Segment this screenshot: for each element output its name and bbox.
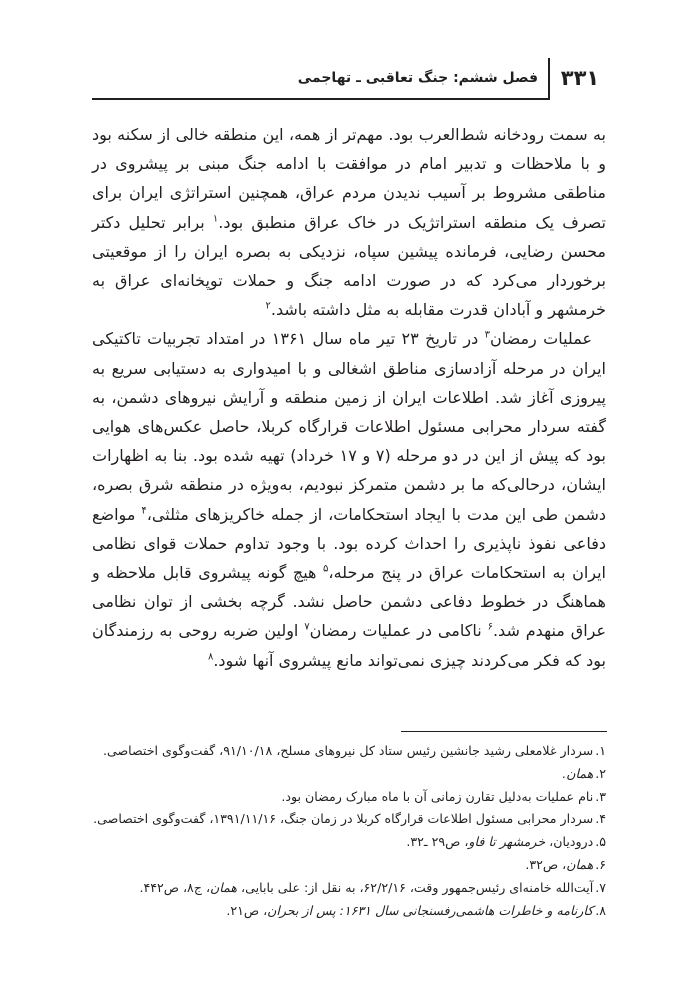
running-title: فصل ششم: جنگ تعاقبی ـ تهاجمی	[297, 70, 538, 86]
footnote-ref: ۴	[141, 505, 147, 517]
footnote	[92, 831, 606, 854]
paragraph-text: عملیات رمضان	[489, 329, 592, 349]
footnote-ref: ۲	[265, 300, 271, 312]
footnote-source-title: خرمشهر تا فاو	[468, 834, 546, 850]
footnote-number: ۱.	[595, 743, 606, 758]
footnote-source-title: همان	[566, 856, 594, 872]
footnote-ref: ۵	[323, 563, 329, 575]
footnote-source-title: همان	[210, 879, 238, 895]
footnote	[92, 740, 606, 763]
page-header	[92, 58, 606, 100]
body-text	[92, 120, 606, 675]
footnote-number: ۵.	[595, 834, 606, 850]
footnote-ref: ۸	[207, 651, 214, 663]
footnote-ref: ۶	[487, 622, 493, 634]
paragraph-text: به سمت رودخانه شط‌العرب بود. مهم‌تر از همه، این منطقه خالی از سکنه بود و با ملاحظات و تدبیر امام در موافقت با ادامه جنگ مبنی بر پیشروی در مناطقی مشروط بر آسیب ندیدن مردم عراق، همچنین استراتژی ایران برای تصرف یک منطقه استراتژیک در خاک عراق منطبق بود.	[92, 125, 607, 232]
footnote-number: ۳.	[595, 788, 606, 804]
footnote	[92, 786, 606, 809]
paragraph-text: ناکامی در عملیات رمضان	[309, 621, 488, 641]
footnote-text: ، ص۲۱.	[226, 902, 268, 918]
paragraph-text: برابر تحلیل دکتر محسن رضایی، فرمانده پیشین سپاه، نزدیکی به بصره ایران را از موقعیتی برخوردار می‌کرد که در صورت ادامه جنگ و حملات توپخانه‌ای عراق به خرمشهر و آبادان قدرت مقابله به مثل داشته باشد.	[92, 212, 606, 320]
footnote-text: آیت‌الله خامنه‌ای رئیس‌جمهور وقت، ۶۲/۲/۱۶، به نقل از: علی بابایی،	[237, 879, 594, 895]
footnote-number: ۴.	[595, 811, 606, 827]
paragraph-text: در تاریخ ۲۳ تیر ماه سال ۱۳۶۱ در امتداد تجربیات تاکتیکی ایران در مرحله آزادسازی مناطق اشغالی و با امیدواری به دستیابی سریع به پیروزی آغاز شد. اطلاعات ایران از زمین منطقه و آرایش نیروهای دشمن، به گفته سردار محرابی مسئول اطلاعات قرارگاه کربلا، حاصل عکس‌های هوایی بود که پیش از این در دو مرحله (۷ و ۱۷ خرداد) تهیه شده بود. بنا به اظهارات ایشان، درحالی‌که ما بر دشمن متمرکز نبودیم، به‌ویژه در منطقه شرق بصره، دشمن طی این مدت با ایجاد استحکامات، از جمله خاکریزهای مثلثی،	[92, 329, 607, 524]
footnote	[92, 808, 606, 831]
footnote-ref: ۷	[304, 622, 310, 634]
footnotes	[92, 740, 606, 922]
paragraph-text: اولین ضربه روحی به رزمندگان بود که فکر می‌کردند چیزی نمی‌تواند مانع پیشروی آنها شود.	[92, 621, 606, 670]
paragraph-text: هیچ گونه پیشروی قابل ملاحظه و هماهنگ در خطوط دفاعی دشمن حاصل نشد. گرچه بخشی از توان نظامی عراق منهدم شد.	[92, 563, 607, 641]
footnote-separator	[401, 731, 607, 732]
footnote	[92, 763, 606, 786]
footnote-text: درودیان،	[545, 834, 594, 850]
header-vertical-rule	[548, 58, 550, 100]
footnote-number: ۸.	[595, 902, 606, 918]
footnote-text: ، ص۲۹ ـ۳۲.	[406, 834, 469, 850]
paragraph	[92, 120, 606, 324]
page-number: ۳۳۱	[560, 66, 600, 90]
footnote-text: همان.	[562, 765, 594, 781]
footnote-text: ، ج۸، ص۴۴۲.	[139, 879, 211, 895]
footnote-text: سردار غلامعلی رشید جانشین رئیس ستاد کل نیروهای مسلح، ۹۱/۱۰/۱۸، گفت‌وگوی اختصاصی.	[102, 743, 594, 758]
footnote-text: ، ص۳۲.	[525, 856, 567, 872]
footnote-ref: ۳	[484, 330, 490, 342]
paragraph	[92, 324, 606, 674]
footnote-number: ۶.	[595, 856, 606, 872]
footnote	[92, 900, 606, 923]
footnote-text: نام عملیات به‌دلیل تقارن زمانی آن با ماه مبارک رمضان بود.	[281, 788, 594, 804]
paragraph-text: مواضع دفاعی نفوذ ناپذیری را احداث کرده بود. با وجود تداوم حملات قوای نظامی ایران به استحکامات عراق در پنج مرحله،	[92, 504, 606, 583]
footnote	[92, 877, 606, 900]
footnote-ref: ۱	[212, 213, 219, 225]
header-horizontal-rule	[92, 98, 550, 100]
footnote	[92, 854, 606, 877]
footnote-source-title: کارنامه و خاطرات هاشمی‌رفسنجانی سال ۱۶۳۱: پس از بحران	[267, 902, 594, 918]
footnote-number: ۲.	[595, 765, 606, 781]
footnote-number: ۷.	[595, 879, 606, 895]
footnote-text: سردار محرابی مسئول اطلاعات قرارگاه کربلا در زمان جنگ، ۱۳۹۱/۱۱/۱۶، گفت‌وگوی اختصاصی.	[93, 811, 594, 827]
